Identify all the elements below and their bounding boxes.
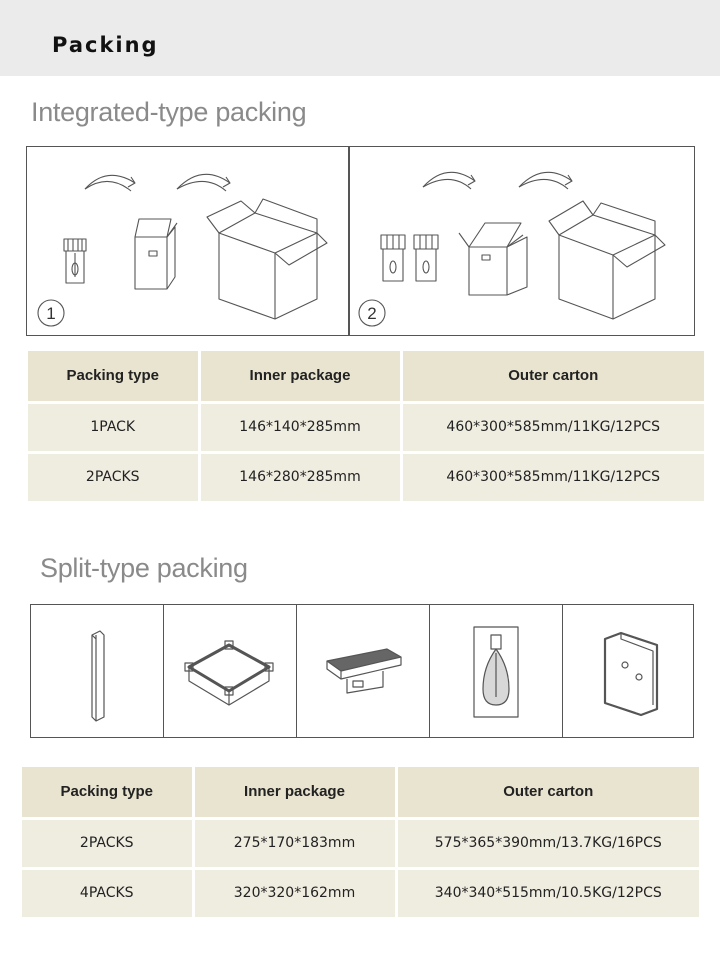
outer-carton-icon xyxy=(207,199,327,319)
step-number-1 xyxy=(38,300,64,326)
cell-outer-carton: 460*300*585mm/11KG/12PCS xyxy=(401,452,704,502)
table-row xyxy=(28,452,704,502)
table-header-row xyxy=(28,351,704,402)
curved-arrow-icon xyxy=(519,172,572,189)
page-title: Packing xyxy=(52,33,159,57)
lantern-pair-icon xyxy=(381,235,438,281)
cell-outer-carton: 575*365*390mm/13.7KG/16PCS xyxy=(396,818,699,868)
header-packing-type: Packing type xyxy=(28,351,199,402)
inner-box-icon xyxy=(135,219,177,289)
cell-packing-type: 4PACKS xyxy=(22,868,193,918)
inner-box-icon xyxy=(459,223,527,295)
cell-inner-package: 146*280*285mm xyxy=(199,452,401,502)
step-number-2 xyxy=(359,300,385,326)
lantern-icon xyxy=(64,239,86,283)
cell-inner-package: 320*320*162mm xyxy=(193,868,396,918)
header-packing-type: Packing type xyxy=(22,767,193,818)
cell-packing-type: 2PACKS xyxy=(28,452,199,502)
wall-mount-icon xyxy=(605,633,657,715)
table-header-row xyxy=(22,767,699,818)
header-band xyxy=(0,0,720,76)
integrated-packing-table xyxy=(28,351,704,504)
bulb-icon xyxy=(474,627,518,717)
table-row xyxy=(22,818,699,868)
solar-panel-icon xyxy=(327,649,401,693)
curved-arrow-icon xyxy=(85,175,135,191)
pole-icon xyxy=(92,631,104,721)
curved-arrow-icon xyxy=(177,174,230,191)
cell-outer-carton: 340*340*515mm/10.5KG/12PCS xyxy=(396,868,699,918)
cell-inner-package: 146*140*285mm xyxy=(199,402,401,452)
cell-packing-type: 2PACKS xyxy=(22,818,193,868)
cell-outer-carton: 460*300*585mm/11KG/12PCS xyxy=(401,402,704,452)
split-parts-strip xyxy=(30,604,694,738)
integrated-section-title: Integrated-type packing xyxy=(31,97,307,127)
split-section-title: Split-type packing xyxy=(40,553,248,583)
outer-carton-icon xyxy=(549,201,665,319)
curved-arrow-icon xyxy=(423,172,475,189)
frame-icon xyxy=(185,641,273,705)
header-inner-package: Inner package xyxy=(199,351,401,402)
table-row xyxy=(22,868,699,918)
integrated-packing-illustration xyxy=(26,146,695,336)
svg-text:2: 2 xyxy=(367,304,377,323)
table-row xyxy=(28,402,704,452)
header-outer-carton: Outer carton xyxy=(401,351,704,402)
cell-inner-package: 275*170*183mm xyxy=(193,818,396,868)
header-outer-carton: Outer carton xyxy=(396,767,699,818)
header-inner-package: Inner package xyxy=(193,767,396,818)
split-packing-table xyxy=(22,767,699,920)
cell-packing-type: 1PACK xyxy=(28,402,199,452)
svg-text:1: 1 xyxy=(46,304,56,323)
